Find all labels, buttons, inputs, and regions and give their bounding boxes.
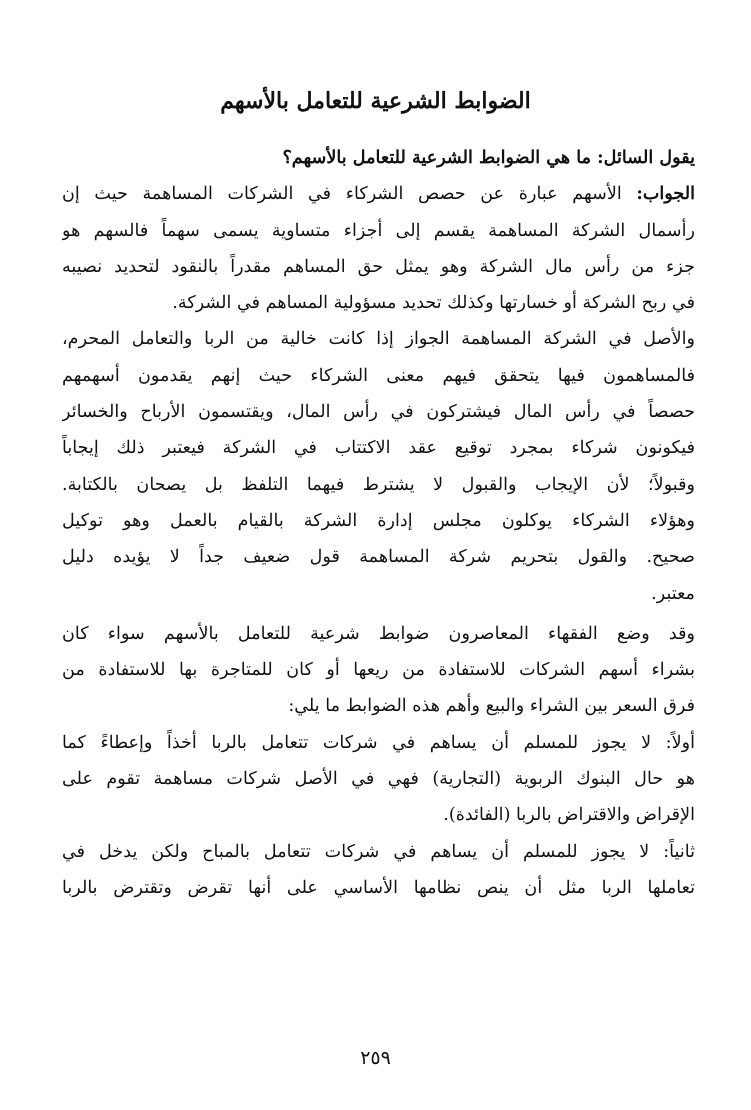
text-line: فرق السعر بين الشراء والبيع وأهم هذه الضوابط ما يلي: [288, 696, 695, 717]
text-line: رأسمال الشركة المساهمة يقسم إلى أجزاء متساوية يسمى سهماً فالسهم هو [62, 220, 695, 241]
body-text [62, 140, 695, 906]
text-line: هو حال البنوك الربوية (التجارية) فهي في الأصل شركات مساهمة تقوم على [62, 769, 695, 790]
text-line: وقبولاً؛ لأن الإيجاب والقبول لا يشترط فيهما التلفظ بل يصحان بالكتابة. [62, 474, 695, 495]
text-line: وهؤلاء الشركاء يوكلون مجلس إدارة الشركة بالقيام بالعمل وهو توكيل [62, 510, 695, 531]
text-line: الإقراض والاقتراض بالربا (الفائدة). [443, 805, 695, 826]
text-line: حصصاً في رأس المال فيشتركون في رأس المال، ويقتسمون الأرباح والخسائر [62, 402, 695, 423]
question-line: يقول السائل: ما هي الضوابط الشرعية للتعامل بالأسهم؟ [282, 147, 695, 168]
text-line: صحيح. والقول بتحريم شركة المساهمة قول ضعيف جداً لا يؤيده دليل [62, 547, 695, 568]
text-line: معتبر. [651, 583, 695, 604]
text-line: بشراء أسهم الشركات للاستفادة من ريعها أو كان للمتاجرة بها للاستفادة من [62, 660, 695, 681]
text-line: فالمساهمون فيها يتحقق فيهم معنى الشركاء حيث إنهم يقدمون أسهمهم [62, 365, 695, 386]
text-line: جزء من رأس مال الشركة وهو يمثل حق المساهم مقدراً بالنقود لتحديد نصيبه [62, 256, 695, 277]
text-line: ثانياً: لا يجوز للمسلم أن يساهم في شركات تتعامل بالمباح ولكن يدخل في [62, 841, 695, 862]
answer-line [62, 176, 695, 212]
page-number: ٢٥٩ [360, 1047, 391, 1069]
text-line: فيكونون شركاء بمجرد توقيع عقد الاكتتاب في الشركة فيعتبر ذلك إيجاباً [62, 438, 695, 459]
answer-text: الأسهم عبارة عن حصص الشركاء في الشركات المساهمة حيث إن [62, 184, 622, 205]
text-line: أولاً: لا يجوز للمسلم أن يساهم في شركات تتعامل بالربا أخذاً وإعطاءً كما [62, 732, 695, 753]
answer-label: الجواب: [636, 183, 695, 205]
text-line: في ربح الشركة أو خسارتها وكذلك تحديد مسؤولية المساهم في الشركة. [172, 293, 695, 314]
text-line: والأصل في الشركة المساهمة الجواز إذا كانت خالية من الربا والتعامل المحرم، [62, 329, 695, 350]
text-line: تعاملها الربا مثل أن ينص نظامها الأساسي على أنها تقرض وتقترض بالربا [62, 877, 695, 898]
text-line: وقد وضع الفقهاء المعاصرون ضوابط شرعية للتعامل بالأسهم سواء كان [62, 623, 695, 644]
chapter-title: الضوابط الشرعية للتعامل بالأسهم [220, 88, 531, 114]
